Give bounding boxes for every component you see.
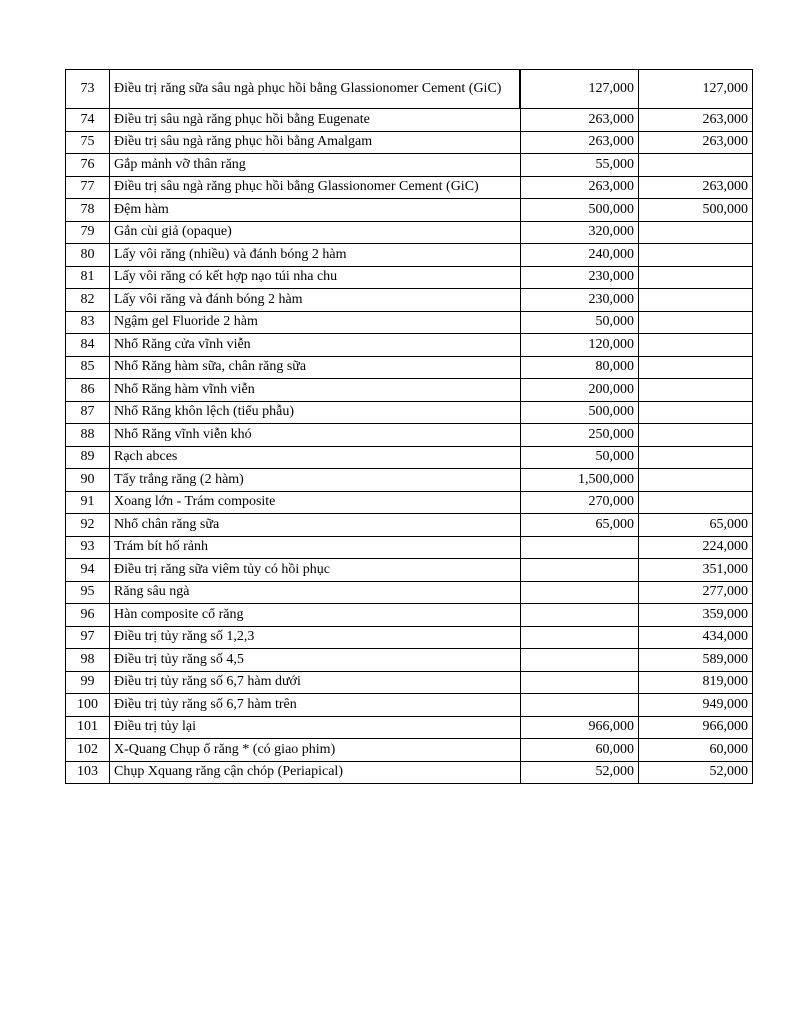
price-cell-2 [639, 469, 753, 492]
table-row [66, 649, 753, 672]
table-row [66, 716, 753, 739]
service-name-cell: Điều trị răng sữa viêm tủy có hồi phục [110, 559, 521, 582]
row-number-cell: 73 [66, 70, 110, 109]
service-name-cell: Điều trị tủy răng số 6,7 hàm trên [110, 694, 521, 717]
price-cell-1: 55,000 [520, 154, 639, 177]
price-cell-2: 127,000 [639, 70, 753, 109]
row-number-cell: 89 [66, 446, 110, 469]
table-row [66, 761, 753, 784]
row-number-cell: 91 [66, 491, 110, 514]
price-table-body [66, 70, 753, 784]
service-name-cell: Nhổ Răng khôn lệch (tiểu phẫu) [110, 401, 521, 424]
table-row [66, 199, 753, 222]
table-row [66, 739, 753, 762]
service-name-cell: Lấy vôi răng có kết hợp nạo túi nha chu [110, 266, 521, 289]
table-row [66, 356, 753, 379]
price-cell-1: 500,000 [520, 199, 639, 222]
service-name-cell: Điều trị tủy răng số 6,7 hàm dưới [110, 671, 521, 694]
price-cell-1: 240,000 [520, 244, 639, 267]
price-cell-2 [639, 424, 753, 447]
table-row [66, 581, 753, 604]
price-cell-2: 359,000 [639, 604, 753, 627]
row-number-cell: 80 [66, 244, 110, 267]
price-cell-2 [639, 244, 753, 267]
row-number-cell: 95 [66, 581, 110, 604]
table-row [66, 289, 753, 312]
table-row [66, 604, 753, 627]
row-number-cell: 76 [66, 154, 110, 177]
row-number-cell: 75 [66, 131, 110, 154]
row-number-cell: 94 [66, 559, 110, 582]
table-row [66, 109, 753, 132]
row-number-cell: 88 [66, 424, 110, 447]
price-cell-2: 589,000 [639, 649, 753, 672]
table-row [66, 379, 753, 402]
service-name-cell: Tẩy trắng răng (2 hàm) [110, 469, 521, 492]
table-row [66, 244, 753, 267]
service-name-cell: Gắp mảnh vỡ thân răng [110, 154, 521, 177]
price-cell-2 [639, 311, 753, 334]
table-row [66, 446, 753, 469]
table-row [66, 266, 753, 289]
row-number-cell: 92 [66, 514, 110, 537]
price-cell-2 [639, 221, 753, 244]
price-cell-1: 966,000 [520, 716, 639, 739]
price-cell-1 [520, 604, 639, 627]
table-row [66, 536, 753, 559]
price-cell-2: 434,000 [639, 626, 753, 649]
service-name-cell: Xoang lớn - Trám composite [110, 491, 521, 514]
table-row [66, 671, 753, 694]
service-name-cell: Điều trị sâu ngà răng phục hồi bằng Amalgam [110, 131, 521, 154]
service-name-cell: Điều trị tủy răng số 4,5 [110, 649, 521, 672]
price-cell-2: 224,000 [639, 536, 753, 559]
row-number-cell: 100 [66, 694, 110, 717]
price-cell-1 [520, 536, 639, 559]
price-cell-1 [520, 649, 639, 672]
service-name-cell: Lấy vôi răng (nhiều) và đánh bóng 2 hàm [110, 244, 521, 267]
price-cell-2: 351,000 [639, 559, 753, 582]
service-name-cell: Nhổ Răng hàm sữa, chân răng sữa [110, 356, 521, 379]
price-cell-1: 270,000 [520, 491, 639, 514]
price-cell-2: 263,000 [639, 176, 753, 199]
price-table [65, 69, 753, 784]
row-number-cell: 102 [66, 739, 110, 762]
row-number-cell: 74 [66, 109, 110, 132]
service-name-cell: Điều trị răng sữa sâu ngà phục hồi bằng Glassionomer Cement (GiC) [110, 70, 521, 109]
price-cell-2: 263,000 [639, 109, 753, 132]
table-row [66, 401, 753, 424]
price-cell-1: 120,000 [520, 334, 639, 357]
price-cell-1: 127,000 [520, 70, 639, 109]
table-row [66, 131, 753, 154]
service-name-cell: Điều trị tủy răng số 1,2,3 [110, 626, 521, 649]
row-number-cell: 93 [66, 536, 110, 559]
price-cell-1: 1,500,000 [520, 469, 639, 492]
table-row [66, 694, 753, 717]
row-number-cell: 86 [66, 379, 110, 402]
price-cell-1 [520, 559, 639, 582]
price-cell-1 [520, 671, 639, 694]
row-number-cell: 85 [66, 356, 110, 379]
price-cell-1 [520, 694, 639, 717]
service-name-cell: Ngậm gel Fluoride 2 hàm [110, 311, 521, 334]
table-row [66, 70, 753, 109]
price-cell-1: 500,000 [520, 401, 639, 424]
price-cell-2: 966,000 [639, 716, 753, 739]
row-number-cell: 78 [66, 199, 110, 222]
price-cell-1: 200,000 [520, 379, 639, 402]
row-number-cell: 103 [66, 761, 110, 784]
table-row [66, 154, 753, 177]
price-cell-1: 230,000 [520, 266, 639, 289]
price-cell-2 [639, 401, 753, 424]
price-cell-1: 230,000 [520, 289, 639, 312]
table-row [66, 311, 753, 334]
table-row [66, 626, 753, 649]
price-cell-2 [639, 491, 753, 514]
price-cell-2 [639, 266, 753, 289]
table-row [66, 491, 753, 514]
row-number-cell: 81 [66, 266, 110, 289]
price-cell-2: 819,000 [639, 671, 753, 694]
table-row [66, 469, 753, 492]
price-cell-1: 50,000 [520, 311, 639, 334]
service-name-cell: Chụp Xquang răng cận chóp (Periapical) [110, 761, 521, 784]
price-cell-1 [520, 581, 639, 604]
row-number-cell: 99 [66, 671, 110, 694]
service-name-cell: Lấy vôi răng và đánh bóng 2 hàm [110, 289, 521, 312]
price-cell-1: 50,000 [520, 446, 639, 469]
row-number-cell: 84 [66, 334, 110, 357]
row-number-cell: 97 [66, 626, 110, 649]
price-cell-2 [639, 446, 753, 469]
table-row [66, 221, 753, 244]
price-cell-2: 949,000 [639, 694, 753, 717]
table-row [66, 424, 753, 447]
table-row [66, 176, 753, 199]
price-cell-1: 80,000 [520, 356, 639, 379]
row-number-cell: 79 [66, 221, 110, 244]
service-name-cell: Nhổ Răng vĩnh viễn khó [110, 424, 521, 447]
row-number-cell: 90 [66, 469, 110, 492]
service-name-cell: Nhổ Răng cửa vĩnh viễn [110, 334, 521, 357]
row-number-cell: 96 [66, 604, 110, 627]
price-cell-1: 250,000 [520, 424, 639, 447]
service-name-cell: Trám bít hố rảnh [110, 536, 521, 559]
price-cell-1 [520, 626, 639, 649]
price-cell-2 [639, 379, 753, 402]
price-cell-2: 277,000 [639, 581, 753, 604]
price-cell-2 [639, 154, 753, 177]
service-name-cell: Nhổ chân răng sữa [110, 514, 521, 537]
price-cell-2 [639, 289, 753, 312]
price-cell-2: 60,000 [639, 739, 753, 762]
service-name-cell: Gắn cùi giả (opaque) [110, 221, 521, 244]
price-cell-1: 320,000 [520, 221, 639, 244]
price-cell-2: 65,000 [639, 514, 753, 537]
price-cell-1: 60,000 [520, 739, 639, 762]
row-number-cell: 87 [66, 401, 110, 424]
service-name-cell: Điều trị sâu ngà răng phục hồi bằng Glassionomer Cement (GiC) [110, 176, 521, 199]
service-name-cell: Rạch abces [110, 446, 521, 469]
row-number-cell: 101 [66, 716, 110, 739]
price-cell-1: 52,000 [520, 761, 639, 784]
service-name-cell: Đệm hàm [110, 199, 521, 222]
price-cell-2: 263,000 [639, 131, 753, 154]
price-cell-1: 263,000 [520, 109, 639, 132]
price-cell-2: 500,000 [639, 199, 753, 222]
price-cell-1: 263,000 [520, 131, 639, 154]
row-number-cell: 77 [66, 176, 110, 199]
service-name-cell: X-Quang Chụp ổ răng * (có giao phim) [110, 739, 521, 762]
row-number-cell: 82 [66, 289, 110, 312]
price-cell-1: 65,000 [520, 514, 639, 537]
table-row [66, 334, 753, 357]
row-number-cell: 83 [66, 311, 110, 334]
price-cell-2: 52,000 [639, 761, 753, 784]
service-name-cell: Điều trị sâu ngà răng phục hồi bằng Eugenate [110, 109, 521, 132]
service-name-cell: Nhổ Răng hàm vĩnh viễn [110, 379, 521, 402]
table-row [66, 559, 753, 582]
table-row [66, 514, 753, 537]
service-name-cell: Điều trị tủy lại [110, 716, 521, 739]
service-name-cell: Hàn composite cổ răng [110, 604, 521, 627]
price-cell-2 [639, 334, 753, 357]
price-cell-2 [639, 356, 753, 379]
row-number-cell: 98 [66, 649, 110, 672]
service-name-cell: Răng sâu ngà [110, 581, 521, 604]
price-cell-1: 263,000 [520, 176, 639, 199]
